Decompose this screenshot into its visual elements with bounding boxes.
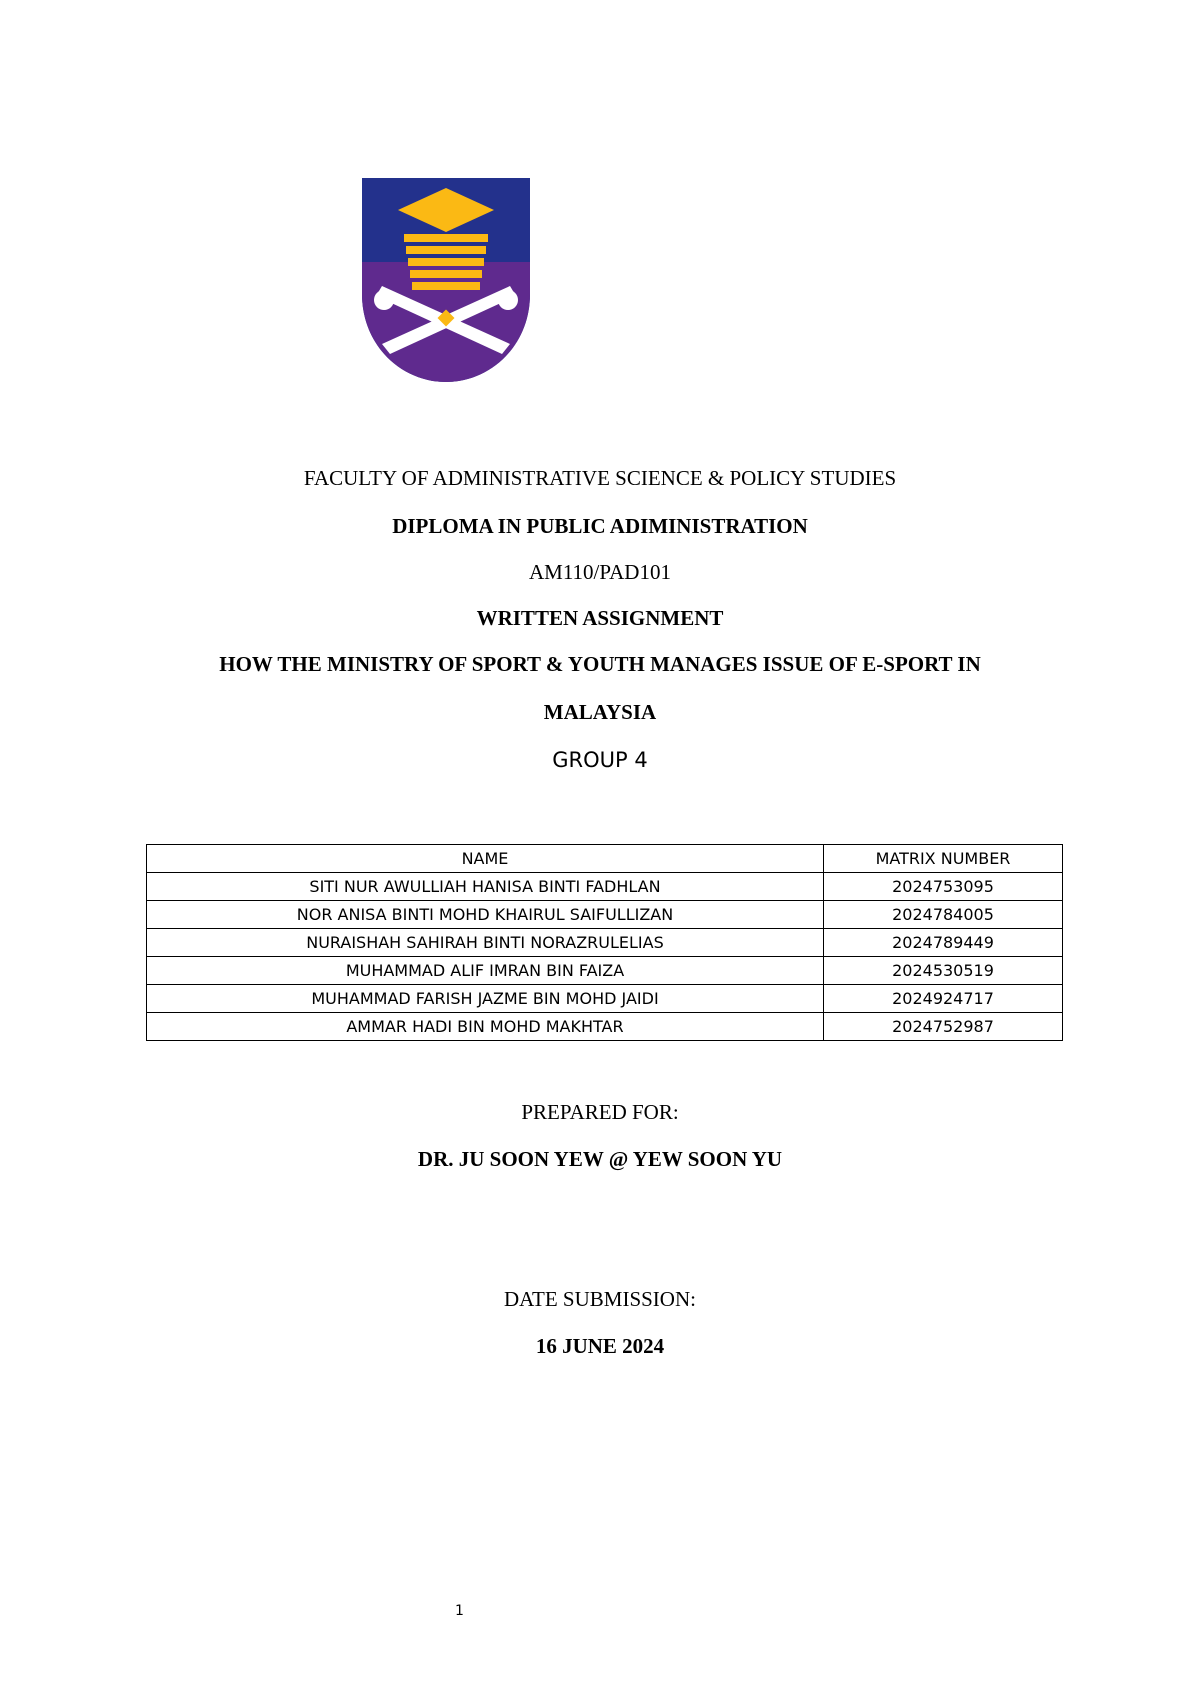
member-name: SITI NUR AWULLIAH HANISA BINTI FADHLAN: [147, 873, 824, 901]
prepared-for-label: PREPARED FOR:: [521, 1100, 679, 1124]
assignment-type: WRITTEN ASSIGNMENT: [476, 606, 724, 630]
lecturer-name: DR. JU SOON YEW @ YEW SOON YU: [417, 1147, 783, 1171]
uitm-logo: [360, 176, 860, 386]
faculty-name: FACULTY OF ADMINISTRATIVE SCIENCE & POLICY STUDIES: [303, 466, 897, 490]
course-code: AM110/PAD101: [529, 560, 671, 584]
date-submission-label: DATE SUBMISSION:: [504, 1287, 696, 1311]
uitm-crest-icon: [360, 176, 860, 386]
table-row: [147, 901, 1063, 929]
table-row: [147, 957, 1063, 985]
table-row: [147, 873, 1063, 901]
assignment-title-line-1: HOW THE MINISTRY OF SPORT & YOUTH MANAGES ISSUE OF E-SPORT IN: [219, 652, 981, 676]
assignment-title-line-2: MALAYSIA: [543, 700, 657, 724]
group-label: GROUP 4: [552, 748, 648, 772]
table-header-row: [147, 845, 1063, 873]
member-name: AMMAR HADI BIN MOHD MAKHTAR: [147, 1013, 824, 1041]
column-header-name: NAME: [147, 845, 824, 873]
diploma-name: DIPLOMA IN PUBLIC ADIMINISTRATION: [392, 514, 808, 538]
member-matrix-number: 2024924717: [824, 985, 1063, 1013]
member-name: MUHAMMAD ALIF IMRAN BIN FAIZA: [147, 957, 824, 985]
member-matrix-number: 2024784005: [824, 901, 1063, 929]
table-row: [147, 1013, 1063, 1041]
member-name: MUHAMMAD FARISH JAZME BIN MOHD JAIDI: [147, 985, 824, 1013]
member-matrix-number: 2024789449: [824, 929, 1063, 957]
column-header-matrix: MATRIX NUMBER: [824, 845, 1063, 873]
table-row: [147, 985, 1063, 1013]
page-number: 1: [455, 1603, 464, 1619]
table-row: [147, 929, 1063, 957]
submission-date: 16 JUNE 2024: [535, 1334, 665, 1358]
member-matrix-number: 2024753095: [824, 873, 1063, 901]
member-name: NOR ANISA BINTI MOHD KHAIRUL SAIFULLIZAN: [147, 901, 824, 929]
member-matrix-number: 2024530519: [824, 957, 1063, 985]
member-name: NURAISHAH SAHIRAH BINTI NORAZRULELIAS: [147, 929, 824, 957]
members-table: [146, 844, 1063, 1041]
member-matrix-number: 2024752987: [824, 1013, 1063, 1041]
